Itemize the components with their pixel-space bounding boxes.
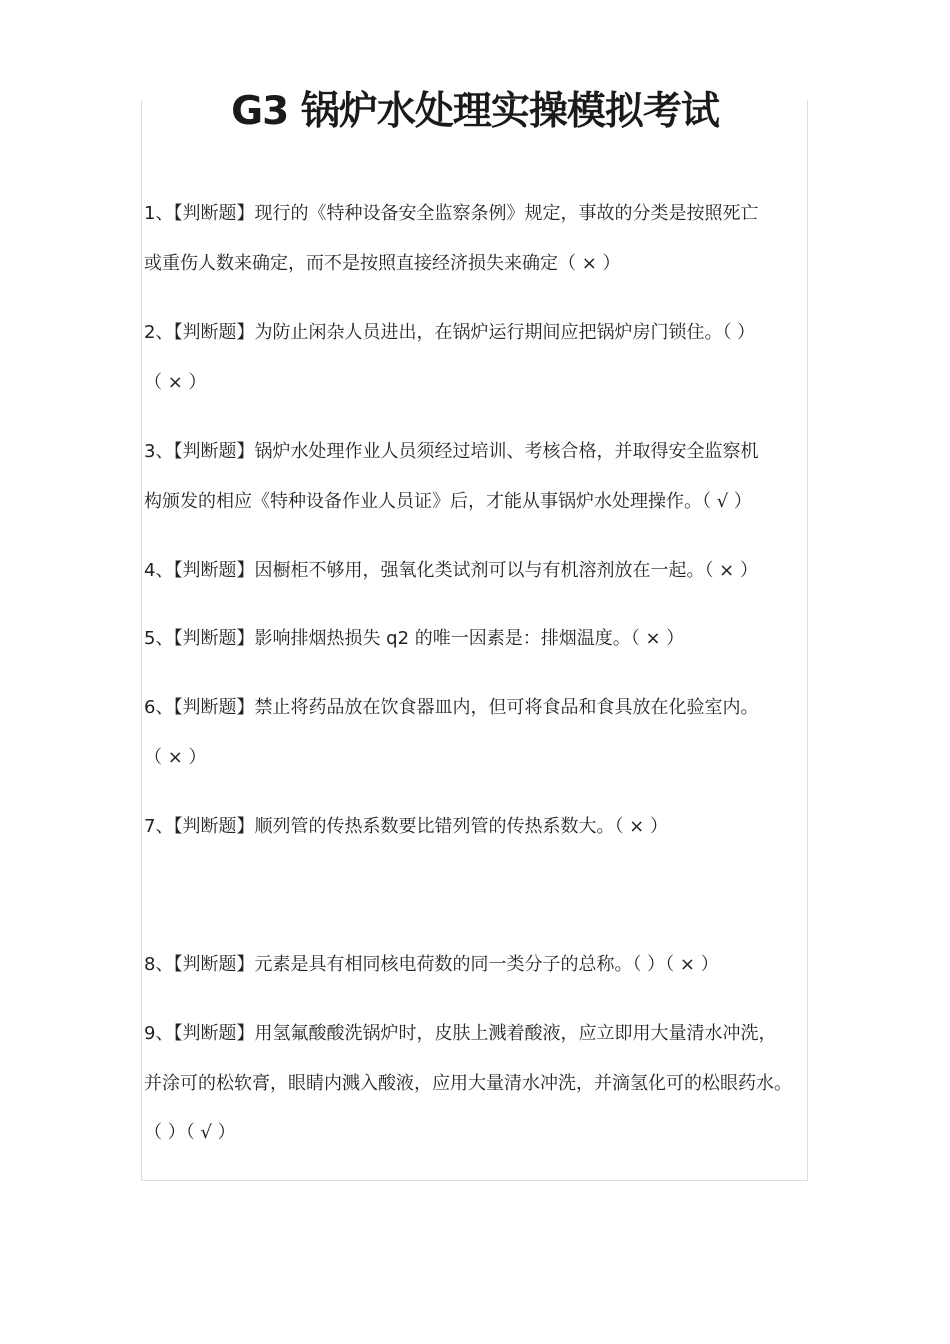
question-7-line-1: 7、【判断题】顺列管的传热系数要比错列管的传热系数大。（ × ） <box>144 816 668 837</box>
question-9-line-3: （ ）（ √ ） <box>144 1122 236 1143</box>
question-2-line-2: （ × ） <box>144 372 207 393</box>
question-9-line-1: 9、【判断题】用氢氟酸酸洗锅炉时，皮肤上溅着酸液，应立即用大量清水冲洗， <box>144 1023 777 1044</box>
page-title: G3 锅炉水处理实操模拟考试 <box>231 89 719 134</box>
question-1-line-2: 或重伤人数来确定，而不是按照直接经济损失来确定（ × ） <box>144 253 621 274</box>
question-6-line-2: （ × ） <box>144 747 207 768</box>
question-6-line-1: 6、【判断题】禁止将药品放在饮食器皿内，但可将食品和食具放在化验室内。 <box>144 697 759 718</box>
question-3-line-2: 构颁发的相应《特种设备作业人员证》后，才能从事锅炉水处理操作。（ √ ） <box>144 491 752 512</box>
question-2-line-1: 2、【判断题】为防止闲杂人员进出，在锅炉运行期间应把锅炉房门锁住。（ ） <box>144 322 756 343</box>
question-1-line-1: 1、【判断题】现行的《特种设备安全监察条例》规定，事故的分类是按照死亡 <box>144 203 759 224</box>
question-8-line-1: 8、【判断题】元素是具有相同核电荷数的同一类分子的总称。（ ）（ × ） <box>144 954 719 975</box>
question-4-line-1: 4、【判断题】因橱柜不够用，强氧化类试剂可以与有机溶剂放在一起。（ × ） <box>144 560 758 581</box>
question-5-line-1: 5、【判断题】影响排烟热损失 q2 的唯一因素是：排烟温度。（ × ） <box>144 628 685 649</box>
question-3-line-1: 3、【判断题】锅炉水处理作业人员须经过培训、考核合格，并取得安全监察机 <box>144 441 759 462</box>
question-9-line-2: 并涂可的松软膏，眼睛内溅入酸液，应用大量清水冲洗，并滴氢化可的松眼药水。 <box>144 1073 792 1094</box>
